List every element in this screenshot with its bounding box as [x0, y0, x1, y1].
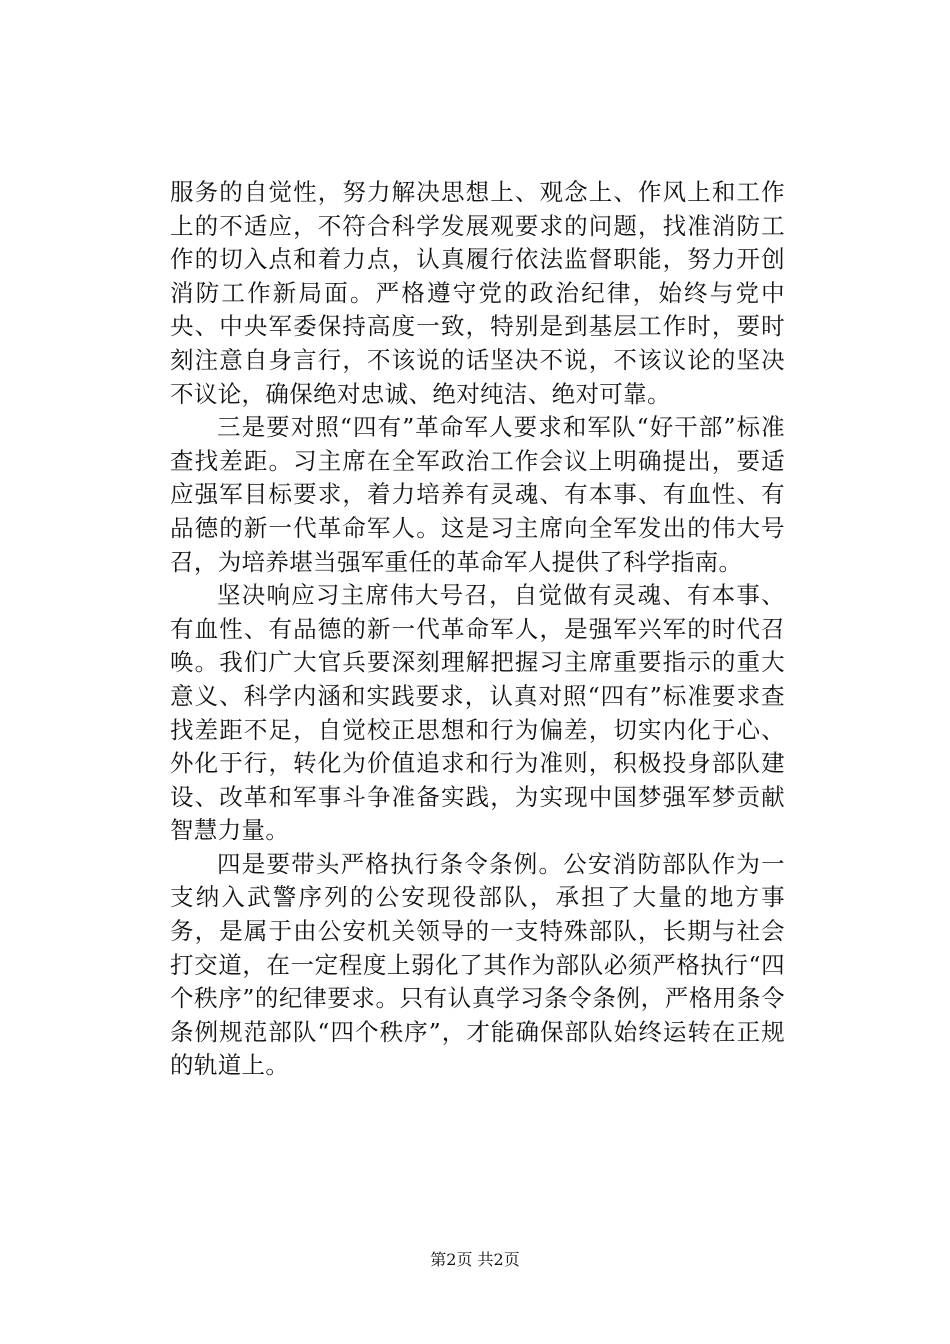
paragraph-point-four: 四是要带头严格执行条令条例。公安消防部队作为一支纳入武警序列的公安现役部队，承担了大量的地方事务，是属于由公安机关领导的一支特殊部队，长期与社会打交道，在一定程度上弱化了其作为部队必须严格执行“四个秩序”的纪律要求。只有认真学习条令条例，严格用条令条例规范部队“四个秩序”，才能确保部队始终运转在正规的轨道上。 — [170, 849, 785, 1080]
paragraph-response: 坚决响应习主席伟大号召，自觉做有灵魂、有本事、有血性、有品德的新一代革命军人，是强军兴军的时代召唤。我们广大官兵要深刻理解把握习主席重要指示的重大意义、科学内涵和实践要求，认真对照“四有”标准要求查找差距不足，自觉校正思想和行为偏差，切实内化于心、外化于行，转化为价值追求和行为准则，积极投身部队建设、改革和军事斗争准备实践，为实现中国梦强军梦贡献智慧力量。 — [170, 581, 785, 845]
paragraph-point-three: 三是要对照“四有”革命军人要求和军队“好干部”标准查找差距。习主席在全军政治工作会议上明确提出，要适应强军目标要求，着力培养有灵魂、有本事、有血性、有品德的新一代革命军人。这是习主席向全军发出的伟大号召，为培养堪当强军重任的革命军人提供了科学指南。 — [170, 413, 785, 576]
page-number-footer: 第2页 共2页 — [430, 1250, 520, 1269]
paragraph-continuation: 服务的自觉性，努力解决思想上、观念上、作风上和工作上的不适应，不符合科学发展观要求的问题，找准消防工作的切入点和着力点，认真履行依法监督职能，努力开创消防工作新局面。严格遵守党的政治纪律，始终与党中央、中央军委保持高度一致，特别是到基层工作时，要时刻注意自身言行，不该说的话坚决不说，不该议论的坚决不议论，确保绝对忠诚、绝对纯洁、绝对可靠。 — [170, 178, 785, 408]
document-body — [170, 176, 785, 1083]
